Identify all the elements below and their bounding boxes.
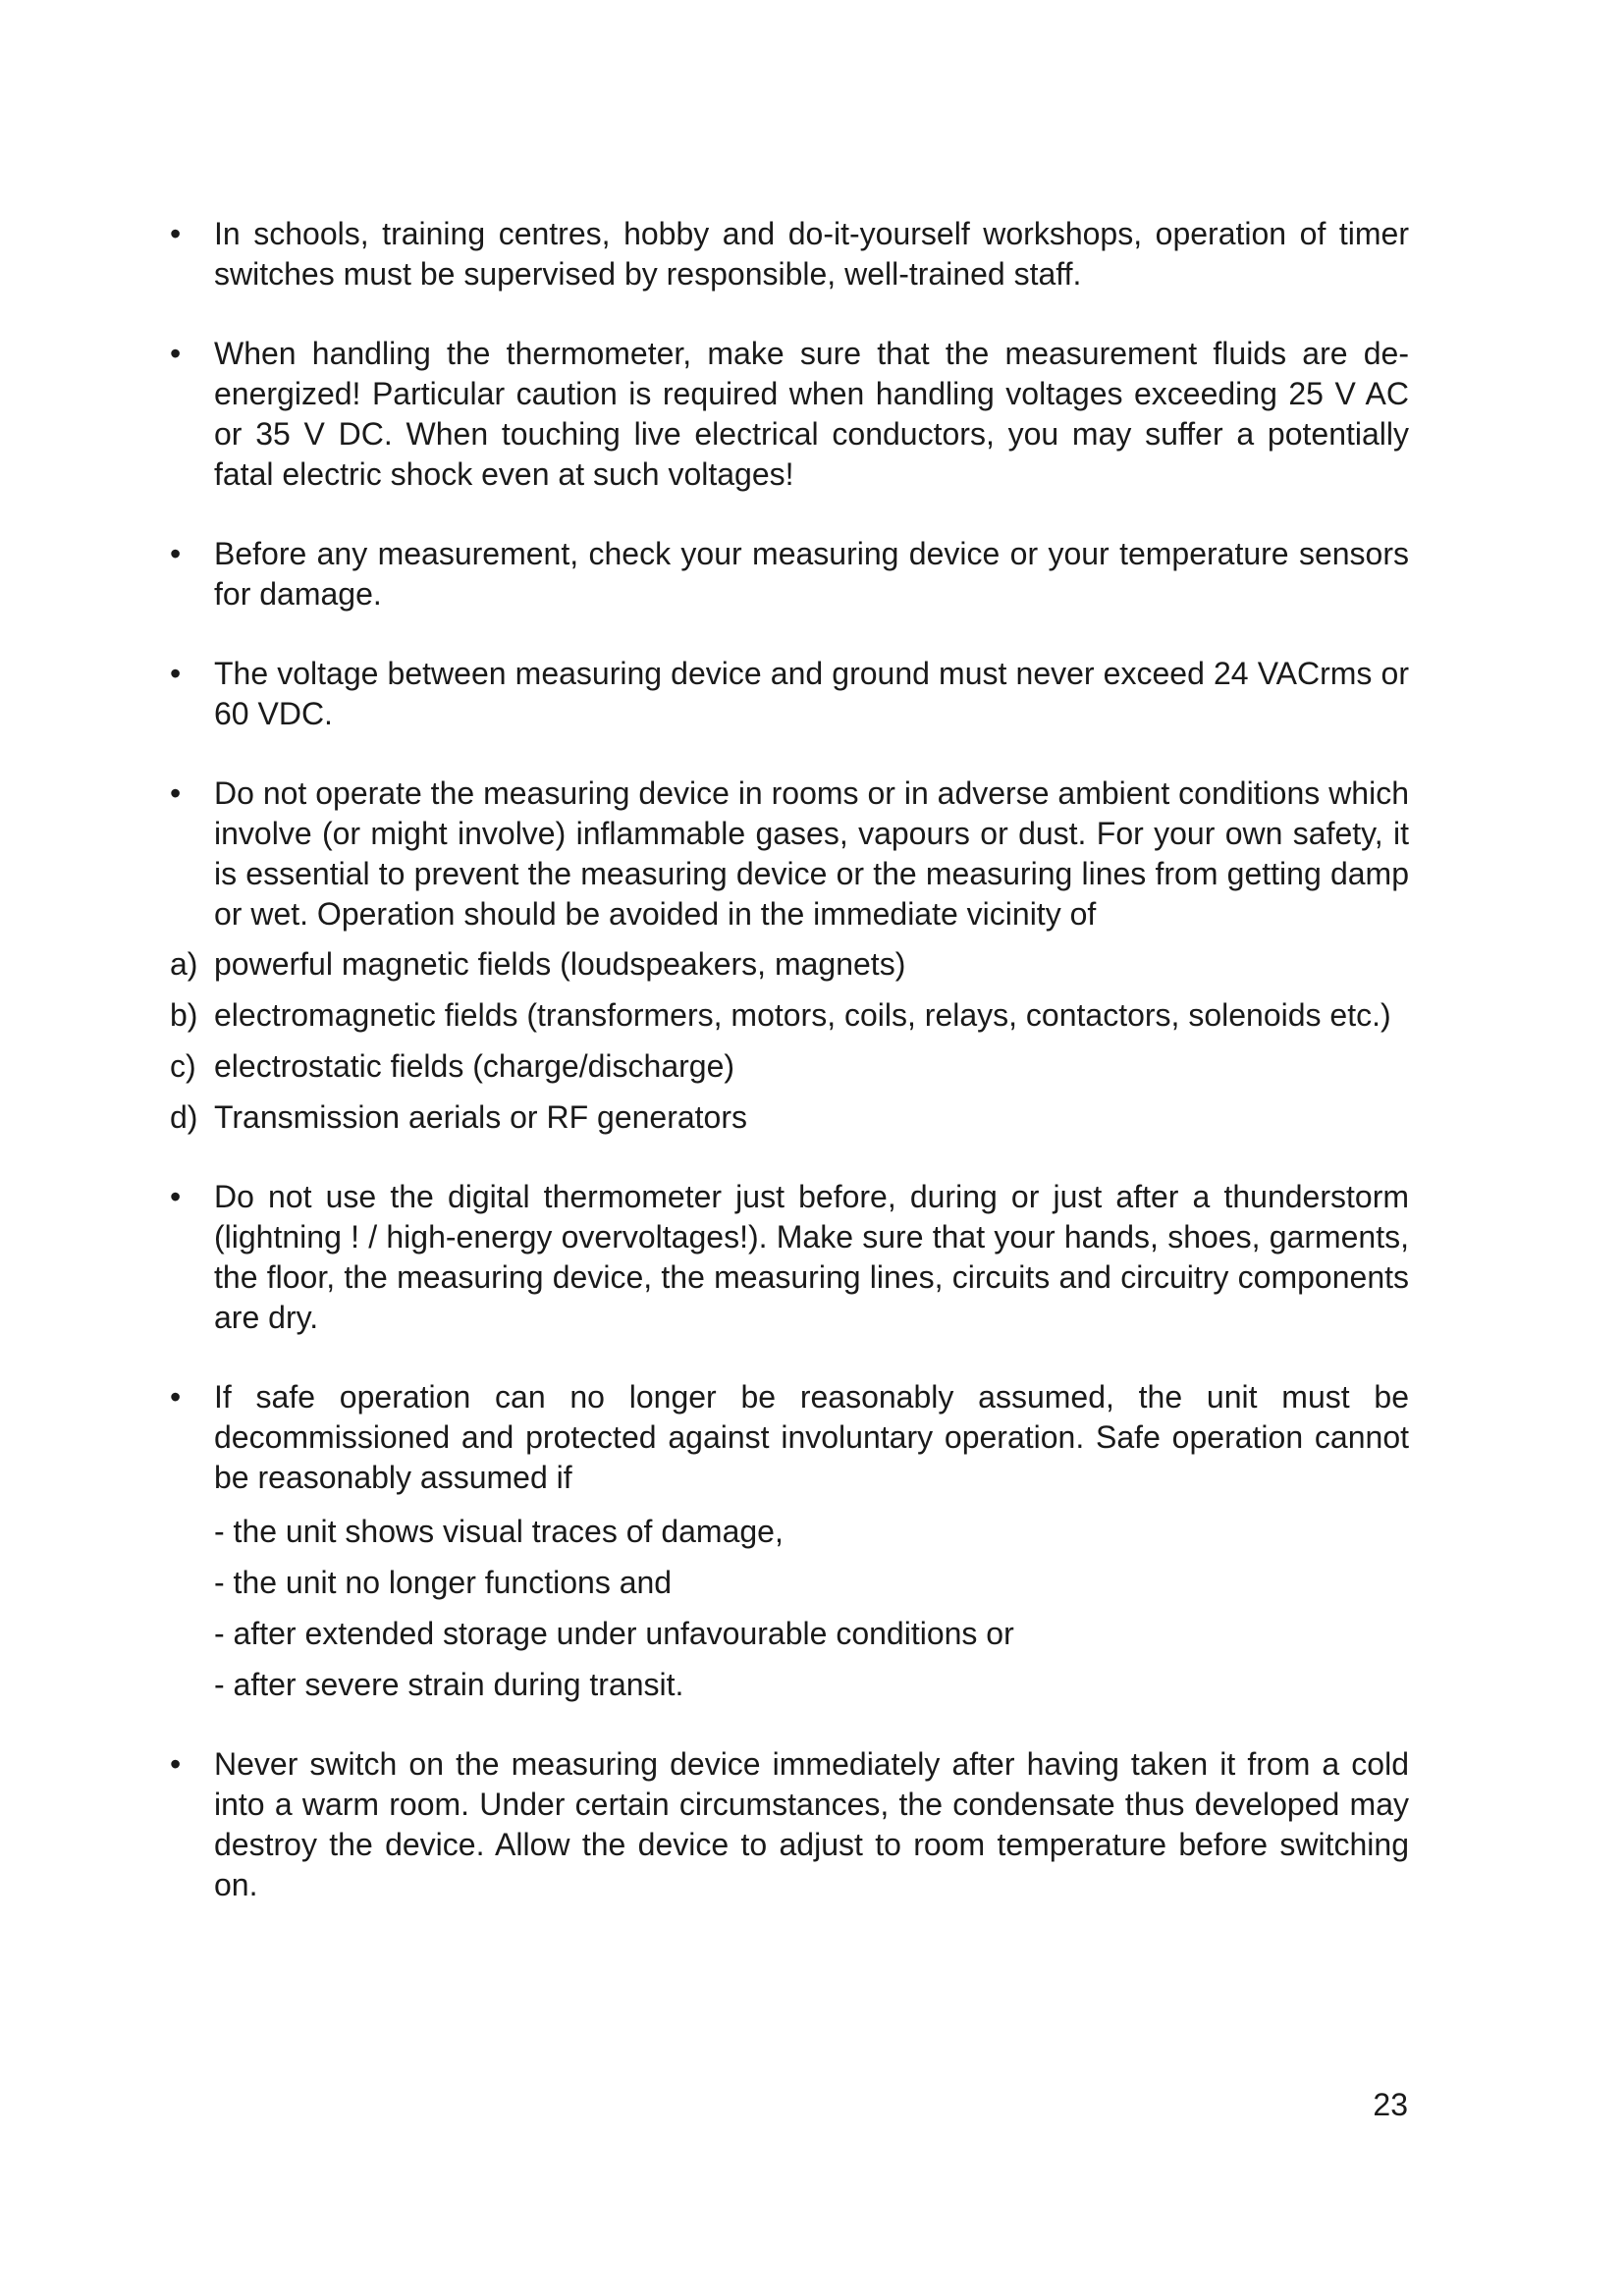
- vicinity-letter: a): [170, 946, 198, 982]
- vicinity-item: [170, 944, 1409, 985]
- bullet-text: In schools, training centres, hobby and do-it-yourself workshops, operation of timer switches must be supervised by responsible, well-trained staff.: [214, 216, 1409, 292]
- bullet-text: Never switch on the measuring device immediately after having taken it from a cold into a warm room. Under certain circumstances, the condensate thus developed may destroy the device. Allow the device to adjust to room temperature before switching on.: [214, 1746, 1409, 1902]
- vicinity-text: powerful magnetic fields (loudspeakers, magnets): [214, 946, 906, 982]
- bullet-voltage-limit: [170, 654, 1409, 734]
- bullet-condensation: [170, 1744, 1409, 1905]
- vicinity-item: [170, 995, 1409, 1036]
- bullet-thunderstorm: [170, 1177, 1409, 1338]
- bullet-text: Do not use the digital thermometer just before, during or just after a thunderstorm (lightning ! / high-energy overvoltages!). Make sure that your hands, shoes, garments, the floor, the measuring device, the measuring lines, circuits and circuitry components are dry.: [214, 1179, 1409, 1335]
- bullet-ambient-conditions: [170, 774, 1409, 934]
- bullet-marker: •: [170, 536, 182, 571]
- bullet-text: Before any measurement, check your measuring device or your temperature sensors for damage.: [214, 536, 1409, 612]
- bullet-text: When handling the thermometer, make sure that the measurement fluids are de-energized! Particular caution is required when handling voltages exceeding 25 V AC or 35 V DC. When touching live electrical conductors, you may suffer a potentially fatal electric shock even at such voltages!: [214, 336, 1409, 492]
- bullet-marker: •: [170, 1746, 182, 1782]
- vicinity-item: [170, 1046, 1409, 1087]
- bullet-marker: •: [170, 1379, 182, 1415]
- unsafe-conditions-list: [170, 1512, 1409, 1705]
- page-number: 23: [1373, 2087, 1408, 2122]
- bullet-text: Do not operate the measuring device in rooms or in adverse ambient conditions which involve (or might involve) inflammable gases, vapours or dust. For your own safety, it is essential to prevent the measuring device or the measuring lines from getting damp or wet. Operation should be avoided in the immediate vicinity of: [214, 775, 1409, 932]
- bullet-marker: •: [170, 336, 182, 371]
- bullet-marker: •: [170, 216, 182, 251]
- list-item: - after severe strain during transit.: [214, 1667, 684, 1702]
- safety-instructions: [170, 214, 1409, 1945]
- list-item: - the unit shows visual traces of damage,: [214, 1514, 784, 1549]
- bullet-text: The voltage between measuring device and ground must never exceed 24 VACrms or 60 VDC.: [214, 656, 1409, 731]
- vicinity-letter: b): [170, 997, 198, 1033]
- bullet-marker: •: [170, 1179, 182, 1214]
- list-item: - after extended storage under unfavourable conditions or: [214, 1616, 1014, 1651]
- vicinity-item: [170, 1097, 1409, 1138]
- list-item: - the unit no longer functions and: [214, 1565, 673, 1600]
- vicinity-text: Transmission aerials or RF generators: [214, 1099, 747, 1135]
- vicinity-text: electrostatic fields (charge/discharge): [214, 1048, 735, 1084]
- bullet-check-damage: [170, 534, 1409, 614]
- vicinity-letter: c): [170, 1048, 196, 1084]
- bullet-marker: •: [170, 775, 182, 811]
- vicinity-text: electromagnetic fields (transformers, motors, coils, relays, contactors, solenoids etc.): [214, 997, 1391, 1033]
- vicinity-letter: d): [170, 1099, 198, 1135]
- bullet-supervision: [170, 214, 1409, 294]
- bullet-text: If safe operation can no longer be reasonably assumed, the unit must be decommissioned and protected against involuntary operation. Safe operation cannot be reasonably assumed if: [214, 1379, 1409, 1495]
- bullet-de-energize: [170, 334, 1409, 495]
- bullet-safe-operation: [170, 1377, 1409, 1498]
- bullet-marker: •: [170, 656, 182, 691]
